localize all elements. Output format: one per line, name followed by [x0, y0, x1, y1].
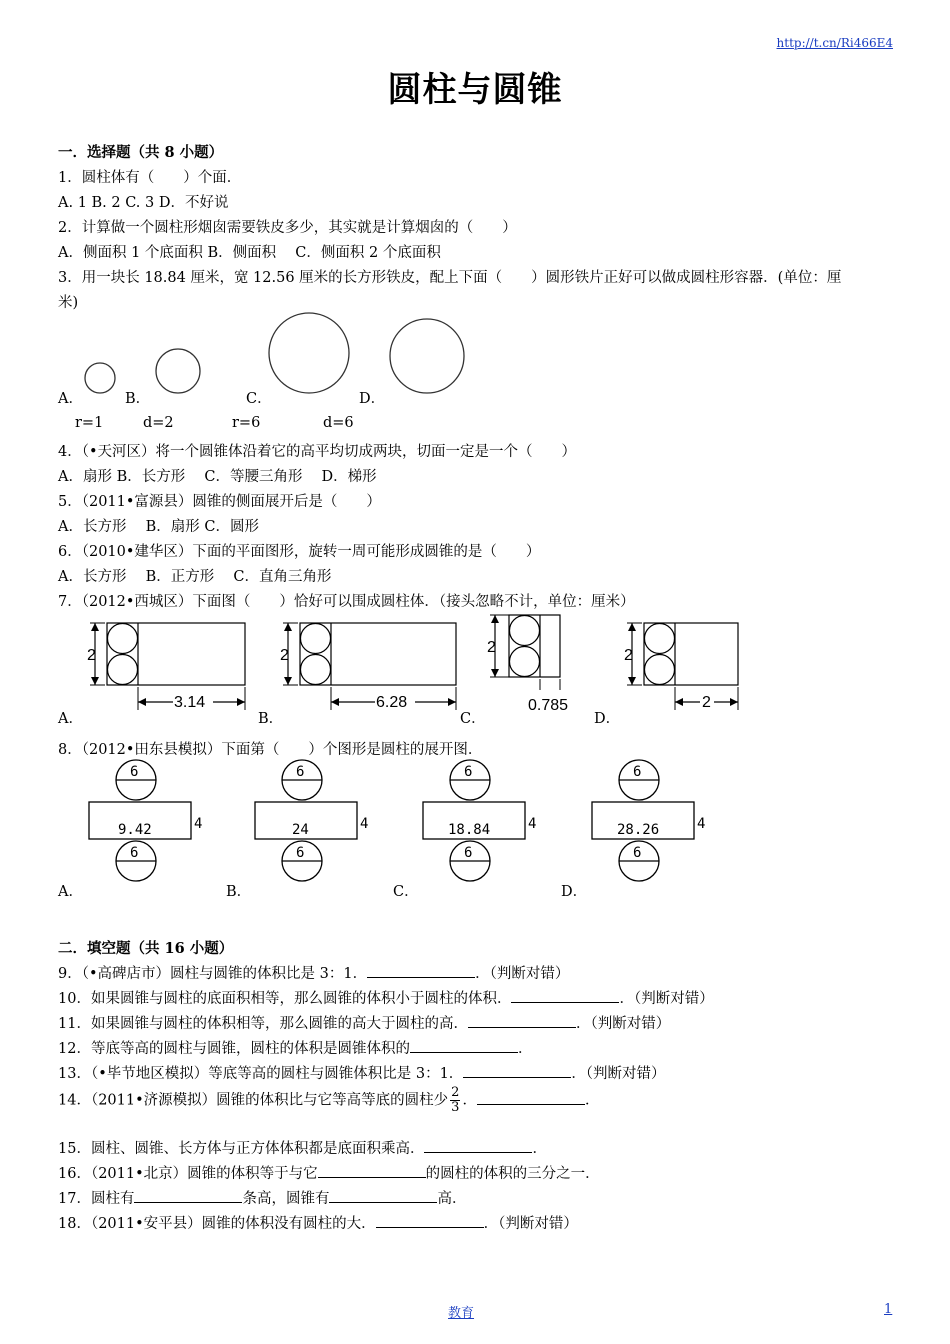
q16-suffix: 的圆柱的体积的三分之一． — [425, 1166, 600, 1182]
page-number[interactable]: 1 — [884, 1302, 893, 1317]
q6-text: 6．（2010•建华区）下面的平面图形，旋转一周可能形成圆锥的是（ ） — [58, 544, 541, 560]
q3-label-a: r=1 — [75, 415, 104, 431]
q8-c-bottom-label: 6 — [464, 845, 473, 861]
q8-net-b — [254, 758, 374, 883]
q13 — [58, 1062, 666, 1083]
q12-answer-blank[interactable] — [410, 1038, 518, 1053]
q3-option-c: C． — [246, 391, 272, 407]
q14 — [58, 1086, 599, 1115]
q8-c-rect-label: 18.84 — [448, 822, 491, 838]
q14-suffix: ． — [584, 1092, 600, 1109]
q15 — [58, 1137, 547, 1158]
q17-text: 17．圆柱有 — [58, 1191, 135, 1207]
q7-d-width-label: 2 — [702, 694, 711, 711]
q7-c-width-label: 0.785 — [528, 697, 569, 714]
q7-option-d: D． — [594, 711, 621, 727]
q14-fraction — [450, 1086, 460, 1115]
q1-text: 1．圆柱体有（ ）个面． — [58, 170, 242, 186]
q8-text: 8．（2012•田东县模拟）下面第（ ）个图形是圆柱的展开图． — [58, 742, 483, 758]
header-link[interactable]: http://t.cn/Ri466E4 — [776, 36, 893, 50]
q8-net-c — [422, 758, 542, 883]
q7-text: 7．（2012•西城区）下面图（ ）恰好可以围成圆柱体．（接头忽略不计，单位：厘米） — [58, 594, 635, 610]
q17-answer-blank-2[interactable] — [329, 1188, 437, 1203]
q18-text: 18．（2011•安平县）圆锥的体积没有圆柱的大． — [58, 1216, 376, 1232]
q18-answer-blank[interactable] — [376, 1213, 484, 1228]
q7-figure-c — [485, 610, 575, 714]
q3-circle-a — [85, 363, 115, 393]
q8-b-bottom-label: 6 — [296, 845, 305, 861]
q7-b-width-label: 6.28 — [376, 694, 408, 711]
q17-mid: 条高，圆锥有 — [242, 1191, 330, 1207]
section1-heading: 一．选择题（共 8 小题） — [58, 144, 224, 161]
q8-a-side-label: 4 — [194, 816, 203, 832]
q3-circle-c — [269, 313, 349, 393]
q15-suffix: ． — [532, 1141, 547, 1157]
q5-text: 5．（2011•富源县）圆锥的侧面展开后是（ ） — [58, 494, 381, 510]
q3-label-b: d=2 — [143, 415, 174, 431]
q9-suffix: ．（判断对错） — [475, 966, 570, 982]
q11 — [58, 1012, 670, 1033]
q8-net-d — [591, 758, 711, 883]
q18 — [58, 1212, 578, 1233]
q9-answer-blank[interactable] — [367, 963, 475, 978]
q11-answer-blank[interactable] — [468, 1013, 576, 1028]
footer-link[interactable]: 教育 — [448, 1306, 475, 1321]
q7-figure-d — [622, 615, 752, 715]
q16 — [58, 1162, 600, 1183]
q4-options: A．扇形 B．长方形 C．等腰三角形 D．梯形 — [58, 469, 377, 485]
q14-denominator: 3 — [451, 1100, 460, 1115]
q3-circle-b — [156, 349, 200, 393]
q6-options: A．长方形 B．正方形 C．直角三角形 — [58, 569, 332, 585]
q8-a-top-label: 6 — [130, 764, 139, 780]
q8-b-side-label: 4 — [360, 816, 369, 832]
q11-text: 11．如果圆锥与圆柱的体积相等，那么圆锥的高大于圆柱的高． — [58, 1016, 468, 1032]
q7-c-height-label: 2 — [487, 639, 496, 656]
q4-text: 4．（•天河区）将一个圆锥体沿着它的高平均切成两块，切面一定是一个（ ） — [58, 444, 577, 460]
q8-d-rect-label: 28.26 — [617, 822, 660, 838]
q3-label-d: d=6 — [323, 415, 354, 431]
q13-text: 13．（•毕节地区模拟）等底等高的圆柱与圆锥体积比是 3：1． — [58, 1066, 464, 1082]
q7-figure-b — [278, 615, 458, 715]
q1-options: A. 1 B. 2 C. 3 D．不好说 — [58, 195, 229, 211]
q8-option-b: B． — [226, 884, 252, 900]
q18-suffix: ．（判断对错） — [483, 1216, 578, 1232]
q13-answer-blank[interactable] — [463, 1063, 571, 1078]
q10-answer-blank[interactable] — [511, 988, 619, 1003]
q9-text: 9．（•高碑店市）圆柱与圆锥的体积比是 3：1． — [58, 966, 368, 982]
q8-net-a — [88, 758, 208, 883]
q17-answer-blank-1[interactable] — [134, 1188, 242, 1203]
section2-heading: 二．填空题（共 16 小题） — [58, 940, 234, 957]
q12-suffix: ． — [517, 1041, 533, 1057]
q17 — [58, 1187, 466, 1208]
q3-circle-d — [390, 319, 464, 393]
q16-answer-blank[interactable] — [318, 1163, 426, 1178]
q7-option-c: C． — [460, 711, 486, 727]
q3-label-c: r=6 — [232, 415, 261, 431]
q14-answer-blank[interactable] — [477, 1090, 585, 1105]
q3-text-line2: 米) — [58, 295, 79, 311]
q14-text: 14．（2011•济源模拟）圆锥的体积比与它等高等底的圆柱少 — [58, 1092, 449, 1109]
q7-b-height-label: 2 — [280, 647, 289, 664]
q10-text: 10．如果圆锥与圆柱的底面积相等，那么圆锥的体积小于圆柱的体积． — [58, 991, 512, 1007]
q11-suffix: ．（判断对错） — [575, 1016, 671, 1032]
q8-d-bottom-label: 6 — [633, 845, 642, 861]
q7-option-a: A． — [58, 711, 83, 727]
q7-option-b: B． — [258, 711, 284, 727]
q8-option-a: A． — [58, 884, 83, 900]
q8-a-bottom-label: 6 — [130, 845, 139, 861]
q3-option-b: B． — [125, 391, 151, 407]
q8-option-d: D． — [561, 884, 588, 900]
q2-options: A．侧面积 1 个底面积 B．侧面积 C．侧面积 2 个底面积 — [58, 245, 441, 261]
q3-option-a: A． — [58, 391, 83, 407]
q8-a-rect-label: 9.42 — [118, 822, 152, 838]
q8-c-top-label: 6 — [464, 764, 473, 780]
q8-b-top-label: 6 — [296, 764, 305, 780]
q7-a-height-label: 2 — [87, 647, 96, 664]
q17-suffix: 高． — [437, 1191, 467, 1207]
q14-mid: ． — [462, 1092, 477, 1109]
q13-suffix: ．（判断对错） — [571, 1066, 666, 1082]
q15-text: 15．圆柱、圆锥、长方体与正方体体积都是底面积乘高． — [58, 1141, 425, 1157]
q9 — [58, 962, 569, 983]
q8-b-rect-label: 24 — [292, 822, 309, 838]
q8-d-top-label: 6 — [633, 764, 642, 780]
q8-d-side-label: 4 — [697, 816, 706, 832]
q3-option-d: D． — [359, 391, 386, 407]
q7-figure-a — [85, 615, 245, 715]
q10-suffix: ．（判断对错） — [619, 991, 714, 1007]
q7-a-width-label: 3.14 — [174, 694, 206, 711]
q12 — [58, 1037, 532, 1058]
page-title: 圆柱与圆锥 — [387, 70, 563, 110]
q15-answer-blank[interactable] — [424, 1138, 532, 1153]
q7-d-height-label: 2 — [624, 647, 633, 664]
q3-text-line1: 3．用一块长 18.84 厘米，宽 12.56 厘米的长方形铁皮，配上下面（ ）圆形铁片正好可以做成圆柱形容器．(单位：厘 — [58, 270, 842, 286]
q12-text: 12．等底等高的圆柱与圆锥，圆柱的体积是圆锥体积的 — [58, 1041, 410, 1057]
q8-c-side-label: 4 — [528, 816, 537, 832]
q10 — [58, 987, 714, 1008]
q2-text: 2．计算做一个圆柱形烟囱需要铁皮多少，其实就是计算烟囱的（ ） — [58, 220, 517, 236]
q5-options: A．长方形 B．扇形 C．圆形 — [58, 519, 259, 535]
q16-text: 16．（2011•北京）圆锥的体积等于与它 — [58, 1166, 318, 1182]
q8-option-c: C． — [393, 884, 419, 900]
q14-numerator: 2 — [451, 1085, 460, 1100]
